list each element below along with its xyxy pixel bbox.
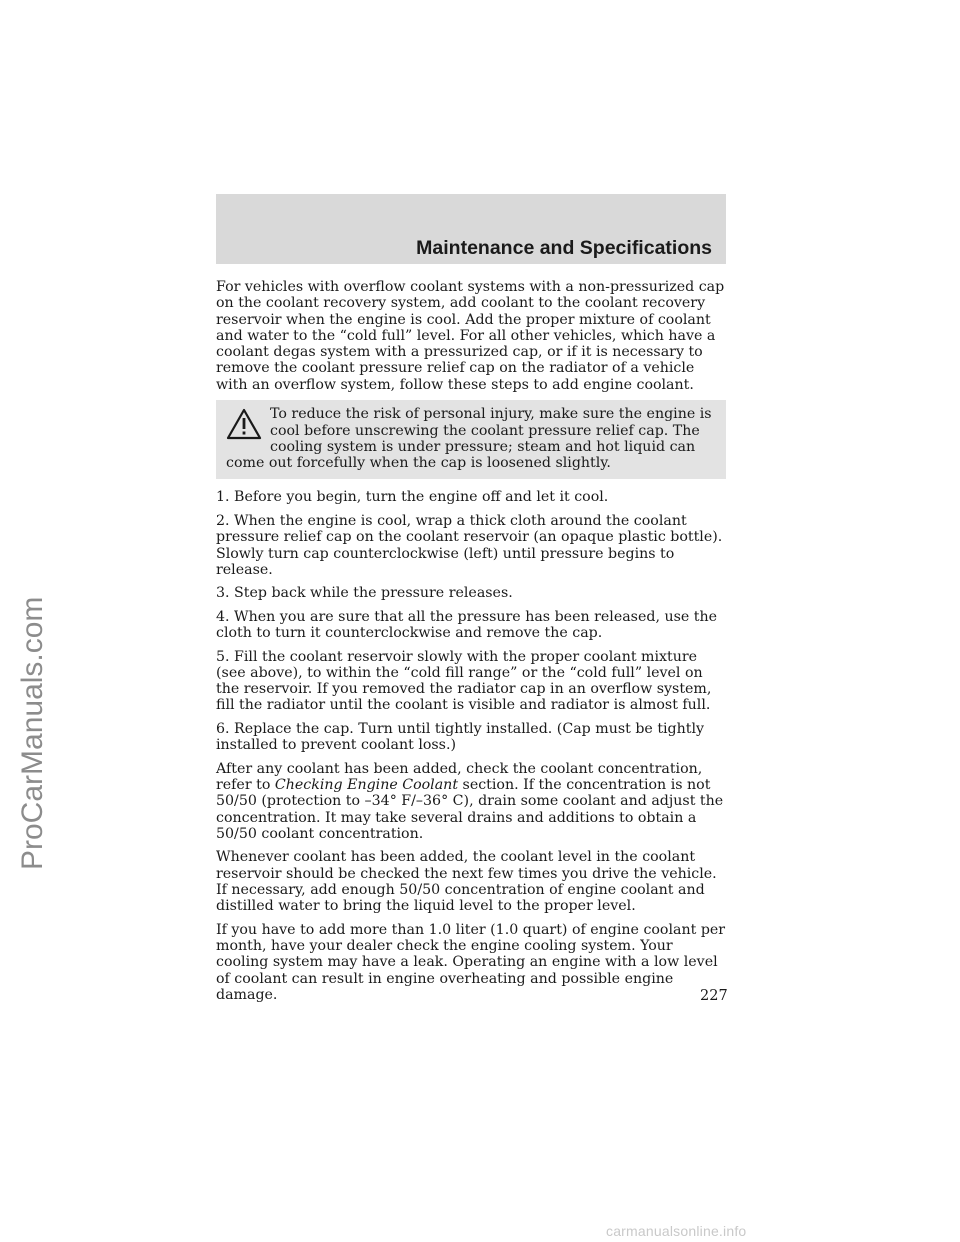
section-header [216, 194, 726, 264]
warning-box [216, 400, 726, 479]
section-title: Maintenance and Specifications [416, 237, 712, 259]
footer-watermark: carmanualsonline.info [606, 1223, 747, 1239]
step-1: 1. Before you begin, turn the engine off and let it cool. [216, 489, 609, 506]
step-3: 3. Step back while the pressure releases. [216, 585, 513, 602]
warning-text: To reduce the risk of personal injury, make sure the engine is cool before unscrewing the coolant pressure relief cap. The cooling system is under pressure; steam and hot liquid can come out forcefully when the cap is loosened slightly. [226, 406, 712, 472]
warning-triangle-icon [226, 408, 262, 440]
concentration-paragraph [216, 761, 726, 842]
step-6: 6. Replace the cap. Turn until tightly installed. (Cap must be tightly installed to prevent coolant loss.) [216, 720, 705, 754]
intro-paragraph: For vehicles with overflow coolant systems with a non-pressurized cap on the coolant recovery system, add coolant to the coolant recovery reservoir when the engine is cool. Add the proper mixture of coolant and water to the “cold full” level. For all other vehicles, which have a coolant degas system with a pressurized cap, or if it is necessary to remove the coolant pressure relief cap on the radiator of a vehicle with an overflow system, follow these steps to add engine coolant. [216, 279, 725, 393]
side-watermark-text: ProCarManuals.com [16, 596, 49, 870]
check-level-paragraph: Whenever coolant has been added, the coolant level in the coolant reservoir should be checked the next few times you drive the vehicle. If necessary, add enough 50/50 concentration of engine coolant and distilled water to bring the liquid level to the proper level. [216, 849, 717, 915]
concentration-text-end: section. If the concentration is not 50/50 (protection to –34° F/–36° C), drain some coolant and adjust the concentration. It may take several drains and additions to obtain a 50/50 coolant concentration. [216, 777, 724, 842]
step-4: 4. When you are sure that all the pressure has been released, use the cloth to turn it counterclockwise and remove the cap. [216, 608, 718, 642]
step-5: 5. Fill the coolant reservoir slowly with the proper coolant mixture (see above), to within the “cold fill range” or the “cold full” level on the reservoir. If you removed the radiator cap in an overflow system, fill the radiator until the coolant is visible and radiator is almost full. [216, 648, 712, 714]
leak-paragraph: If you have to add more than 1.0 liter (1.0 quart) of engine coolant per month, have your dealer check the engine cooling system. Your cooling system may have a leak. Operating an engine with a low level of coolant can result in engine overheating and possible engine damage. [216, 921, 726, 1003]
section-reference: Checking Engine Coolant [274, 777, 459, 794]
side-watermark [6, 400, 56, 1000]
concentration-text-start: After any coolant has been added, check the coolant concentration, refer to [216, 760, 703, 794]
step-2: 2. When the engine is cool, wrap a thick cloth around the coolant pressure relief cap on the coolant reservoir (an opaque plastic bottle). Slowly turn cap counterclockwise (left) until pressure begins to release. [216, 512, 723, 578]
page-number: 227 [700, 988, 728, 1004]
page-content [216, 279, 726, 1010]
